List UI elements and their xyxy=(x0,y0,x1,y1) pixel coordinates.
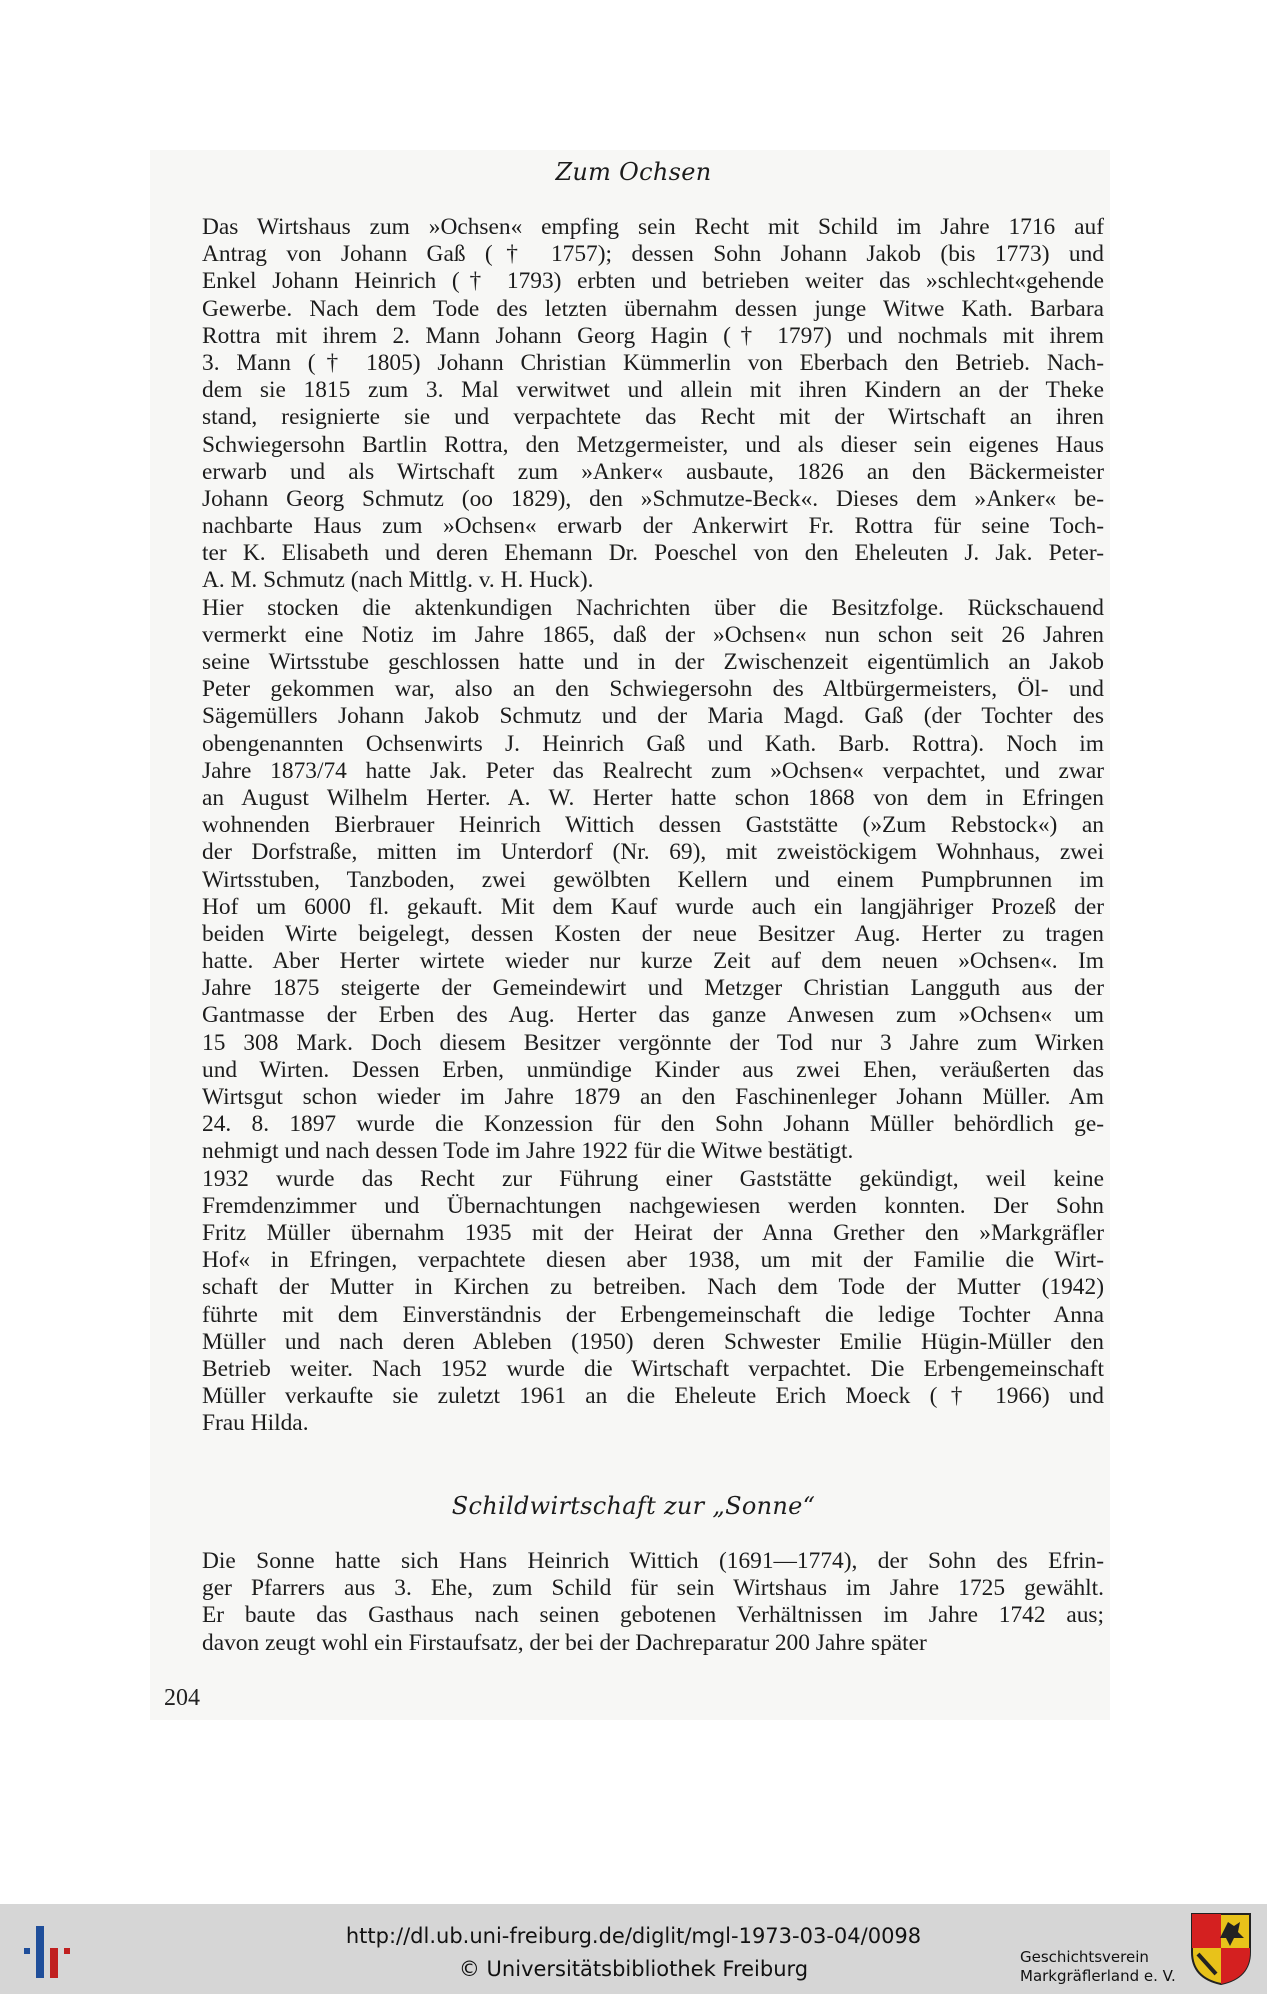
text-line: Müller verkaufte sie zuletzt 1961 an die Eheleute Erich Moeck († 1966) und xyxy=(202,1383,1104,1410)
document-url-link[interactable]: http://dl.ub.uni-freiburg.de/diglit/mgl-1973-03-04/0098 xyxy=(345,1924,922,1948)
text-block-sonne xyxy=(164,1548,1104,1657)
text-line: obengenannten Ochsenwirts J. Heinrich Gaß und Kath. Barb. Rottra). Noch im xyxy=(202,730,1104,757)
paragraph xyxy=(164,214,1104,595)
text-line: Gewerbe. Nach dem Tode des letzten übernahm dessen junge Witwe Kath. Barbara xyxy=(202,295,1104,322)
text-line: davon zeugt wohl ein Firstaufsatz, der bei der Dachreparatur 200 Jahre später xyxy=(202,1629,927,1656)
text-line: ger Pfarrers aus 3. Ehe, zum Schild für sein Wirtshaus im Jahre 1725 gewählt. xyxy=(202,1575,1104,1602)
text-line: Hof« in Efringen, verpachtete diesen aber 1938, um mit der Familie die Wirt- xyxy=(202,1247,1104,1274)
text-line: und Wirten. Dessen Erben, unmündige Kinder aus zwei Ehen, veräußerten das xyxy=(202,1056,1104,1083)
text-line: führte mit dem Einverständnis der Erbengemeinschaft die ledige Tochter Anna xyxy=(202,1301,1104,1328)
society-line-1: Geschichtsverein xyxy=(1020,1948,1149,1966)
text-line: an August Wilhelm Herter. A. W. Herter hatte schon 1868 von dem in Efringen xyxy=(202,784,1104,811)
copyright-text: © Universitätsbibliothek Freiburg xyxy=(458,1957,809,1981)
text-line: Müller und nach deren Ableben (1950) deren Schwester Emilie Hügin-Müller den xyxy=(202,1328,1104,1355)
text-line: Johann Georg Schmutz (oo 1829), den »Schmutze-Beck«. Dieses dem »Anker« be- xyxy=(202,485,1104,512)
text-line: nachbarte Haus zum »Ochsen« erwarb der Ankerwirt Fr. Rottra für seine Toch- xyxy=(202,513,1104,540)
text-line: 24. 8. 1897 wurde die Konzession für den Sohn Johann Müller behördlich ge- xyxy=(202,1111,1104,1138)
text-line: 3. Mann († 1805) Johann Christian Kümmerlin von Eberbach den Betrieb. Nach- xyxy=(202,349,1104,376)
text-line: Antrag von Johann Gaß († 1757); dessen Sohn Johann Jakob (bis 1773) und xyxy=(202,241,1104,268)
text-line: Fritz Müller übernahm 1935 mit der Heirat der Anna Grether den »Markgräfler xyxy=(202,1219,1104,1246)
text-line: Enkel Johann Heinrich († 1793) erbten und betrieben weiter das »schlecht«gehende xyxy=(202,268,1104,295)
text-line: Sägemüllers Johann Jakob Schmutz und der Maria Magd. Gaß (der Tochter des xyxy=(202,703,1104,730)
text-line: dem sie 1815 zum 3. Mal verwitwet und allein mit ihren Kindern an der Theke xyxy=(202,377,1104,404)
text-line: 1932 wurde das Recht zur Führung einer Gaststätte gekündigt, weil keine xyxy=(202,1165,1104,1192)
text-line: Das Wirtshaus zum »Ochsen« empfing sein Recht mit Schild im Jahre 1716 auf xyxy=(202,214,1104,240)
text-line: Schwiegersohn Bartlin Rottra, den Metzgermeister, und als dieser sein eigenes Haus xyxy=(202,431,1104,458)
text-line: erwarb und als Wirtschaft zum »Anker« ausbaute, 1826 an den Bäckermeister xyxy=(202,458,1104,485)
text-line: beiden Wirte beigelegt, dessen Kosten der neue Besitzer Aug. Herter zu tragen xyxy=(202,920,1104,947)
text-line: Wirtsstuben, Tanzboden, zwei gewölbten Kellern und einem Pumpbrunnen im xyxy=(202,866,1104,893)
text-line: Die Sonne hatte sich Hans Heinrich Wittich (1691—1774), der Sohn des Efrin- xyxy=(202,1548,1104,1574)
text-line: Rottra mit ihrem 2. Mann Johann Georg Hagin († 1797) und nochmals mit ihrem xyxy=(202,322,1104,349)
text-line: hatte. Aber Herter wirtete wieder nur kurze Zeit auf dem neuen »Ochsen«. Im xyxy=(202,948,1104,975)
text-line: stand, resignierte sie und verpachtete das Recht mit der Wirtschaft an ihren xyxy=(202,404,1104,431)
text-block-ochsen xyxy=(164,214,1104,1437)
footer-bar xyxy=(0,1904,1267,1994)
text-line: der Dorfstraße, mitten im Unterdorf (Nr. 69), mit zweistöckigem Wohnhaus, zwei xyxy=(202,839,1104,866)
text-line: Fremdenzimmer und Übernachtungen nachgewiesen werden konnten. Der Sohn xyxy=(202,1192,1104,1219)
text-line: Gantmasse der Erben des Aug. Herter das ganze Anwesen zum »Ochsen« um xyxy=(202,1002,1104,1029)
text-line: 15 308 Mark. Doch diesem Besitzer vergönnte der Tod nur 3 Jahre zum Wirken xyxy=(202,1029,1104,1056)
section-heading-ochsen: Zum Ochsen xyxy=(555,158,712,186)
text-line: seine Wirtsstube geschlossen hatte und in der Zwischenzeit eigentümlich an Jakob xyxy=(202,649,1104,675)
text-line: A. M. Schmutz (nach Mittlg. v. H. Huck). xyxy=(202,567,594,594)
text-line: Jahre 1873/74 hatte Jak. Peter das Realrecht zum »Ochsen« verpachtet, und zwar xyxy=(202,757,1104,784)
coat-of-arms-icon xyxy=(1190,1912,1252,1986)
text-line: Betrieb weiter. Nach 1952 wurde die Wirtschaft verpachtet. Die Erbengemeinschaft xyxy=(202,1355,1104,1382)
text-line: Peter gekommen war, also an den Schwiegersohn des Altbürgermeisters, Öl- und xyxy=(202,676,1104,703)
text-line: ter K. Elisabeth und deren Ehemann Dr. Poeschel von den Eheleuten J. Jak. Peter- xyxy=(202,540,1104,567)
paragraph xyxy=(164,595,1104,1166)
section-heading-sonne: Schildwirtschaft zur „Sonne“ xyxy=(451,1492,816,1520)
text-line: Hof um 6000 fl. gekauft. Mit dem Kauf wurde auch ein langjähriger Prozeß der xyxy=(202,893,1104,920)
text-line: wohnenden Bierbrauer Heinrich Wittich dessen Gaststätte (»Zum Rebstock«) an xyxy=(202,812,1104,839)
text-line: Hier stocken die aktenkundigen Nachrichten über die Besitzfolge. Rückschauend xyxy=(202,594,1104,621)
page-number: 204 xyxy=(164,1685,200,1711)
text-line: Wirtsgut schon wieder im Jahre 1879 an den Faschinenleger Johann Müller. Am xyxy=(202,1084,1104,1110)
society-name xyxy=(1020,1948,1176,1986)
society-line-2: Markgräflerland e. V. xyxy=(1020,1967,1176,1985)
text-line: Er baute das Gasthaus nach seinen gebotenen Verhältnissen im Jahre 1742 aus; xyxy=(202,1602,1104,1629)
text-line: nehmigt und nach dessen Tode im Jahre 1922 für die Witwe bestätigt. xyxy=(202,1138,854,1165)
text-line: Frau Hilda. xyxy=(202,1410,309,1437)
text-line: vermerkt eine Notiz im Jahre 1865, daß der »Ochsen« nun schon seit 26 Jahren xyxy=(202,621,1104,648)
text-line: Jahre 1875 steigerte der Gemeindewirt und Metzger Christian Langguth aus der xyxy=(202,975,1104,1002)
paragraph xyxy=(164,1166,1104,1438)
paragraph xyxy=(164,1548,1104,1657)
text-line: schaft der Mutter in Kirchen zu betreiben. Nach dem Tode der Mutter (1942) xyxy=(202,1274,1104,1301)
